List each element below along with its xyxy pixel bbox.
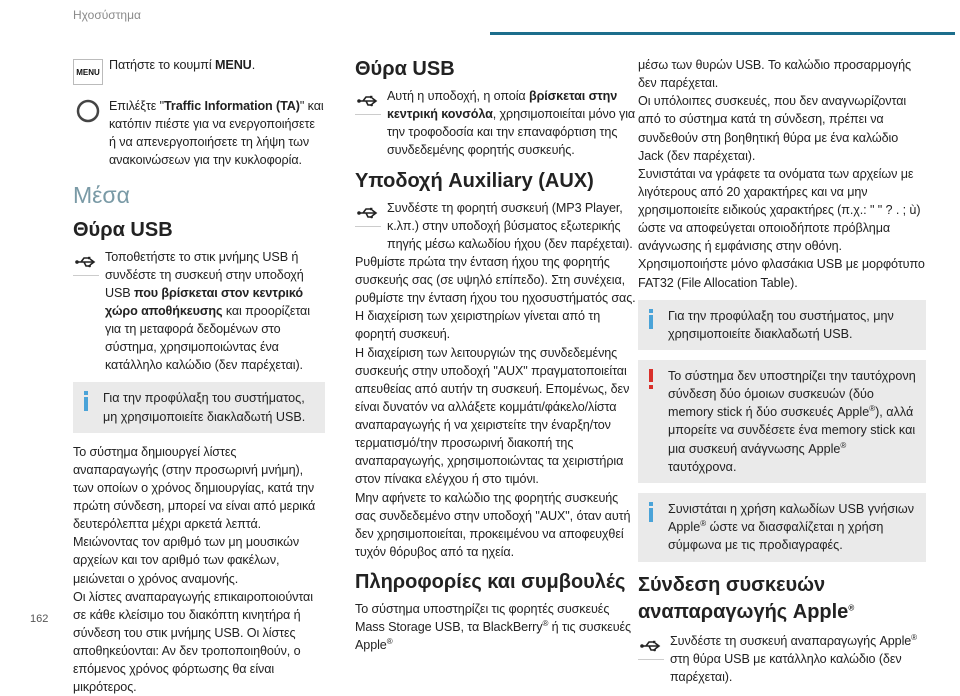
paragraph: Οι υπόλοιπες συσκευές, που δεν αναγνωρίζονται από το σύστημα κατά τη σύνδεση, πρέπει να συνδεθούν στη βοηθητική θύρα με ένα καλώδιο Jack (δεν παρέχεται). [638,94,907,163]
warning-icon [648,369,654,389]
running-header: Ηχοσύστημα [73,8,141,22]
rotary-knob-icon [73,96,103,126]
paragraph: Ρυθμίστε πρώτα την ένταση ήχου της φορητής συσκευής σας (σε υψηλό επίπεδο). Στη συνέχεια, ρυθμίστε την ένταση ήχου του ηχοσυστήματός σας. [355,254,636,306]
aux-heading: Υποδοχή Auxiliary (AUX) [355,169,594,192]
info-icon [83,391,89,411]
header-accent-bar [490,32,955,35]
paragraph: Μειώνοντας τον αριθμό των μη μουσικών αρχείων και τον αριθμό των φακέλων, μειώνεται ο χρόνος αναμονής. [73,535,300,586]
paragraph: Η διαχείριση των χειριστηρίων γίνεται από τη φορητή συσκευή. [355,309,601,342]
menu-button-icon: MENU [73,57,103,87]
usb-port-heading: Θύρα USB [355,58,455,80]
apple-instruction: Συνδέστε τη συσκευή αναπαραγωγής Apple® στη θύρα USB με κατάλληλο καλώδιο (δεν παρέχεται). [638,632,926,687]
section-title-media: Μέσα [73,181,130,208]
usb-charge-instruction: Αυτή η υποδοχή, η οποία βρίσκεται στην κεντρική κονσόλα, χρησιμοποιείται μόνο για την τροφοδοσία και την επαναφόρτιση της συνδεδεμένης φορητής συσκευής. [355,87,640,160]
aux-instruction: Συνδέστε τη φορητή συσκευή (MP3 Player, κ.λπ.) στην υποδοχή βύσματος εξωτερικής πηγής μέσω καλωδίου ήχου (δεν παρέχεται). [355,199,640,253]
usb-port-heading: Θύρα USB [73,218,173,241]
usb-icon [638,633,664,660]
menu-instruction: MENU Πατήστε το κουμπί MENU. [73,56,325,87]
apple-heading: Σύνδεση συσκευών αναπαραγωγής Apple® [638,573,855,623]
paragraph: Μην αφήνετε το καλώδιο της φορητής συσκευής σας συνδεδεμένο στην υποδοχή "AUX", όταν αυτή δεν χρησιμοποιείται, προκειμένου να αποφευχθεί τυχόν θόρυβος από τα ηχεία. [355,490,631,559]
paragraph: Χρησιμοποιήστε μόνο φλασάκια USB με μορφότυπο FAT32 (File Allocation Table). [638,257,925,290]
paragraph: Οι λίστες αναπαραγωγής επικαιροποιούνται σε κάθε κλείσιμο του διακόπτη κινητήρα ή σύνδεση του στικ μνήμης USB. Οι λίστες αποθηκεύονται: Αν δεν τροποποιηθούν, ο επόμενος χρόνος φόρτωσης θα είναι μικρότερος. [73,589,313,695]
info-tips-heading: Πληροφορίες και συμβουλές [355,571,626,593]
warning-note: Το σύστημα δεν υποστηρίζει την ταυτόχρονη σύνδεση δύο όμοιων συσκευών (δύο memory stick ή δύο συσκευές Apple®), αλλά μπορείτε να συνδέσετε ένα memory stick και μια συσκευή ανάγνωσης Apple® ταυτόχρονα. [638,360,926,483]
paragraph: Συνιστάται να γράφετε τα ονόματα των αρχείων με λιγότερους από 20 χαρακτήρες και να μην χρησιμοποιείτε ειδικούς χαρακτήρες (π.χ.: " " ? . ; ù) ώστε να αποφεύγεται οποιοδήποτε πρόβλημα ανάγνωσης ή εμφάνισης στην οθόνη. [638,166,921,254]
paragraph: μέσω των θυρών USB. Το καλώδιο προσαρμογής δεν παρέχεται. [638,58,911,91]
paragraph: Το σύστημα δημιουργεί λίστες αναπαραγωγής (στην προσωρινή μνήμη), των οποίων ο χρόνος δημιουργίας, κατά την πρώτη σύνδεση, μπορεί να είναι από μερικά δευτερόλεπτα μέχρι αρκετά λεπτά. [73,444,316,532]
usb-icon [73,249,99,276]
paragraph: Η διαχείριση των λειτουργιών της συνδεδεμένης συσκευής στην υποδοχή "AUX" πραγματοποιείται απευθείας από αυτήν τη συσκευή. Επομένως, δεν είναι δυνατόν να αλλάξετε κομμάτι/φάκελο/λίστα αναπαραγωγής ή να χειριστείτε την έναρξη/τον τερματισμό/την προσωρινή διακοπή της αναπαραγωγής, χρησιμοποιώντας τα χειριστήρια στον πίνακα ελέγχου ή στο τιμόνι. [355,345,630,487]
info-icon [648,502,654,522]
info-note: Για την προφύλαξη του συστήματος, μην χρησιμοποιείτε διακλαδωτή USB. [638,300,926,350]
column-2 [355,56,640,655]
usb-instruction: Τοποθετήστε το στικ μνήμης USB ή συνδέστε τη συσκευή στην υποδοχή USB που βρίσκεται στον κεντρικό χώρο αποθήκευσης και προορίζεται για τη μεταφορά δεδομένων στο σύστημα, χρησιμοποιώντας ένα κατάλληλο καλώδιο (δεν παρέχεται). [73,248,325,375]
ta-instruction: Επιλέξτε "Traffic Information (TA)" και κατόπιν πιέστε για να ενεργοποιήσετε ή να απενεργοποιήσετε τη λήψη των ανακοινώσεων για την κυκλοφορία. [73,95,325,170]
info-note: Για την προφύλαξη του συστήματος, μη χρησιμοποιείτε διακλαδωτή USB. [73,382,325,432]
info-icon [648,309,654,329]
page-number: 162 [30,613,49,625]
info-note: Συνιστάται η χρήση καλωδίων USB γνήσιων Apple® ώστε να διασφαλίζεται η χρήση σύμφωνα με τις προδιαγραφές. [638,493,926,562]
column-1 [73,56,325,696]
usb-icon [355,88,381,115]
paragraph: Το σύστημα υποστηρίζει τις φορητές συσκευές Mass Storage USB, τα BlackBerry® ή τις συσκευές Apple® [355,602,632,653]
aux-jack-icon [355,200,381,227]
column-3 [638,56,926,686]
